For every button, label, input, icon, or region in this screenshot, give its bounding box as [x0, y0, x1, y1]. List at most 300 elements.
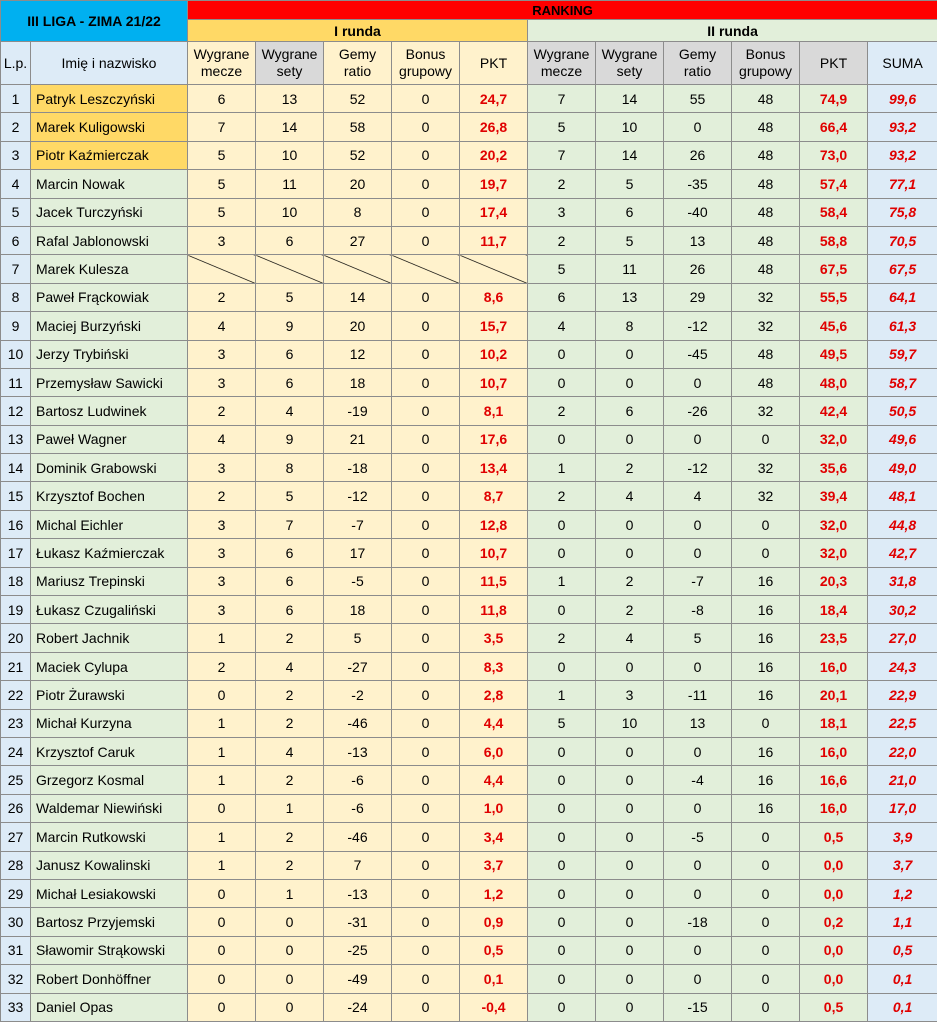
r1-group-bonus: 0 [392, 993, 460, 1021]
r2-wins-sets: 0 [596, 368, 664, 396]
r1-games-ratio: -18 [324, 454, 392, 482]
r2-wins-sets: 4 [596, 624, 664, 652]
r1-pkt: 3,7 [460, 851, 528, 879]
r2-pkt: 57,4 [800, 170, 868, 198]
r2-group-bonus: 0 [732, 965, 800, 993]
r1-pkt: 17,6 [460, 425, 528, 453]
r1-games-ratio: -12 [324, 482, 392, 510]
suma-value: 22,9 [868, 681, 937, 709]
player-name: Bartosz Przyjemski [31, 908, 188, 936]
r1-pkt: -0,4 [460, 993, 528, 1021]
row-lp: 20 [1, 624, 31, 652]
r2-wins-matches: 2 [528, 624, 596, 652]
r1-group-bonus: 0 [392, 226, 460, 254]
suma-value: 93,2 [868, 113, 937, 141]
r1-group-bonus: 0 [392, 624, 460, 652]
r2-games-ratio: 0 [664, 794, 732, 822]
r2-pkt: 74,9 [800, 85, 868, 113]
r2-wins-sets: 0 [596, 766, 664, 794]
r2-wins-matches: 2 [528, 170, 596, 198]
table-row [1, 596, 937, 624]
r2-games-ratio: 55 [664, 85, 732, 113]
r2-games-ratio: 0 [664, 652, 732, 680]
r1-wins-matches: 5 [188, 198, 256, 226]
r2-group-bonus: 16 [732, 766, 800, 794]
r1-wins-sets: 6 [256, 226, 324, 254]
r1-pkt: 11,7 [460, 226, 528, 254]
r2-group-bonus: 32 [732, 397, 800, 425]
col-header-r1-wins-matches: Wygrane mecze [188, 42, 256, 85]
r1-group-bonus: 0 [392, 965, 460, 993]
table-row [1, 255, 937, 283]
row-lp: 26 [1, 794, 31, 822]
r1-wins-matches: 1 [188, 851, 256, 879]
r1-games-ratio: -13 [324, 879, 392, 907]
r1-pkt: 1,0 [460, 794, 528, 822]
r2-wins-matches: 6 [528, 283, 596, 311]
r2-games-ratio: 0 [664, 737, 732, 765]
r1-wins-sets: 13 [256, 85, 324, 113]
suma-value: 77,1 [868, 170, 937, 198]
r1-games-ratio: 21 [324, 425, 392, 453]
r1-wins-matches: 2 [188, 482, 256, 510]
r1-pkt: 10,7 [460, 368, 528, 396]
r1-pkt: 2,8 [460, 681, 528, 709]
r1-games-ratio: -6 [324, 794, 392, 822]
r1-group-bonus: 0 [392, 454, 460, 482]
r1-wins-sets: 10 [256, 141, 324, 169]
player-name: Paweł Wagner [31, 425, 188, 453]
r1-pkt: 19,7 [460, 170, 528, 198]
r2-wins-matches: 1 [528, 567, 596, 595]
r1-wins-matches: 3 [188, 567, 256, 595]
r2-group-bonus: 16 [732, 794, 800, 822]
r1-wins-matches: 1 [188, 709, 256, 737]
r1-pkt: 24,7 [460, 85, 528, 113]
suma-value: 75,8 [868, 198, 937, 226]
r2-games-ratio: 0 [664, 879, 732, 907]
r2-pkt: 45,6 [800, 312, 868, 340]
r1-group-bonus: 0 [392, 737, 460, 765]
r2-pkt: 35,6 [800, 454, 868, 482]
col-header-r1-games-ratio: Gemy ratio [324, 42, 392, 85]
col-header-r2-pkt: PKT [800, 42, 868, 85]
r2-wins-matches: 2 [528, 482, 596, 510]
r1-wins-matches: 3 [188, 454, 256, 482]
r1-games-ratio: -7 [324, 510, 392, 538]
suma-value: 24,3 [868, 652, 937, 680]
row-lp: 21 [1, 652, 31, 680]
r2-wins-sets: 6 [596, 198, 664, 226]
r2-games-ratio: 5 [664, 624, 732, 652]
r1-wins-matches: 0 [188, 908, 256, 936]
table-row [1, 709, 937, 737]
r2-games-ratio: 0 [664, 851, 732, 879]
col-header-r2-group-bonus: Bonus grupowy [732, 42, 800, 85]
r1-group-bonus: 0 [392, 170, 460, 198]
col-header-r2-wins-matches: Wygrane mecze [528, 42, 596, 85]
r2-group-bonus: 16 [732, 624, 800, 652]
table-row [1, 397, 937, 425]
r2-wins-sets: 14 [596, 141, 664, 169]
r1-wins-matches-empty [188, 255, 256, 283]
r1-games-ratio: 58 [324, 113, 392, 141]
table-row [1, 936, 937, 964]
r1-group-bonus: 0 [392, 652, 460, 680]
r1-wins-matches: 1 [188, 823, 256, 851]
r2-group-bonus: 48 [732, 368, 800, 396]
table-row [1, 425, 937, 453]
r2-pkt: 39,4 [800, 482, 868, 510]
r1-wins-sets: 5 [256, 283, 324, 311]
suma-value: 1,2 [868, 879, 937, 907]
r1-group-bonus: 0 [392, 823, 460, 851]
r1-group-bonus: 0 [392, 340, 460, 368]
r2-group-bonus: 0 [732, 993, 800, 1021]
table-row [1, 170, 937, 198]
round-1-header: I runda [188, 20, 528, 42]
player-name: Robert Donhöffner [31, 965, 188, 993]
r1-games-ratio: -2 [324, 681, 392, 709]
r2-wins-sets: 0 [596, 652, 664, 680]
r1-group-bonus: 0 [392, 879, 460, 907]
r2-pkt: 32,0 [800, 425, 868, 453]
r2-games-ratio: 0 [664, 425, 732, 453]
r2-wins-matches: 5 [528, 255, 596, 283]
r1-games-ratio: 27 [324, 226, 392, 254]
r2-wins-matches: 0 [528, 823, 596, 851]
r1-group-bonus: 0 [392, 482, 460, 510]
r2-wins-matches: 0 [528, 879, 596, 907]
r2-wins-sets: 5 [596, 226, 664, 254]
r1-pkt: 8,3 [460, 652, 528, 680]
row-lp: 14 [1, 454, 31, 482]
r2-wins-matches: 0 [528, 851, 596, 879]
round-2-header: II runda [528, 20, 937, 42]
table-row [1, 879, 937, 907]
suma-value: 0,5 [868, 936, 937, 964]
r1-wins-sets: 2 [256, 681, 324, 709]
r2-games-ratio: -4 [664, 766, 732, 794]
r1-wins-sets: 6 [256, 368, 324, 396]
row-lp: 28 [1, 851, 31, 879]
table-row [1, 681, 937, 709]
r1-wins-matches: 4 [188, 312, 256, 340]
row-lp: 24 [1, 737, 31, 765]
r1-wins-matches: 3 [188, 596, 256, 624]
r1-pkt: 17,4 [460, 198, 528, 226]
r2-pkt: 32,0 [800, 539, 868, 567]
r2-pkt: 67,5 [800, 255, 868, 283]
r2-pkt: 0,2 [800, 908, 868, 936]
r1-pkt: 0,5 [460, 936, 528, 964]
table-row [1, 823, 937, 851]
r2-wins-matches: 2 [528, 226, 596, 254]
r1-games-ratio: 52 [324, 85, 392, 113]
r1-wins-matches: 5 [188, 170, 256, 198]
r2-pkt: 42,4 [800, 397, 868, 425]
r1-games-ratio: 20 [324, 312, 392, 340]
r2-group-bonus: 32 [732, 482, 800, 510]
r1-games-ratio: -49 [324, 965, 392, 993]
player-name: Marcin Rutkowski [31, 823, 188, 851]
suma-value: 44,8 [868, 510, 937, 538]
r1-group-bonus: 0 [392, 539, 460, 567]
table-row [1, 113, 937, 141]
player-name: Patryk Leszczyński [31, 85, 188, 113]
suma-value: 49,0 [868, 454, 937, 482]
r2-wins-sets: 0 [596, 879, 664, 907]
r1-games-ratio: 18 [324, 596, 392, 624]
r1-games-ratio: 20 [324, 170, 392, 198]
r2-pkt: 0,0 [800, 879, 868, 907]
r1-wins-sets: 6 [256, 340, 324, 368]
player-name: Waldemar Niewiński [31, 794, 188, 822]
col-header-r2-wins-sets: Wygrane sety [596, 42, 664, 85]
r2-pkt: 16,0 [800, 794, 868, 822]
r1-group-bonus: 0 [392, 283, 460, 311]
r2-wins-sets: 3 [596, 681, 664, 709]
row-lp: 29 [1, 879, 31, 907]
r1-wins-sets: 6 [256, 596, 324, 624]
suma-value: 0,1 [868, 993, 937, 1021]
r2-wins-sets: 0 [596, 908, 664, 936]
r1-wins-sets: 0 [256, 936, 324, 964]
r2-wins-matches: 0 [528, 766, 596, 794]
r1-wins-sets: 6 [256, 567, 324, 595]
player-name: Rafal Jablonowski [31, 226, 188, 254]
r2-games-ratio: -12 [664, 312, 732, 340]
r1-wins-sets: 2 [256, 709, 324, 737]
suma-value: 17,0 [868, 794, 937, 822]
row-lp: 6 [1, 226, 31, 254]
col-header-r1-group-bonus: Bonus grupowy [392, 42, 460, 85]
row-lp: 27 [1, 823, 31, 851]
r1-group-bonus: 0 [392, 113, 460, 141]
table-row [1, 567, 937, 595]
r1-wins-sets: 0 [256, 908, 324, 936]
r2-pkt: 18,4 [800, 596, 868, 624]
player-name: Michał Lesiakowski [31, 879, 188, 907]
r2-pkt: 20,3 [800, 567, 868, 595]
r2-pkt: 0,5 [800, 993, 868, 1021]
r2-wins-sets: 0 [596, 965, 664, 993]
row-lp: 17 [1, 539, 31, 567]
suma-value: 30,2 [868, 596, 937, 624]
suma-value: 99,6 [868, 85, 937, 113]
player-name: Michal Eichler [31, 510, 188, 538]
r1-games-ratio: 8 [324, 198, 392, 226]
r1-wins-matches: 3 [188, 368, 256, 396]
row-lp: 32 [1, 965, 31, 993]
r2-pkt: 16,0 [800, 652, 868, 680]
r1-games-ratio-empty [324, 255, 392, 283]
r1-games-ratio: -19 [324, 397, 392, 425]
row-lp: 11 [1, 368, 31, 396]
suma-value: 58,7 [868, 368, 937, 396]
col-header-suma: SUMA [868, 42, 937, 85]
suma-value: 64,1 [868, 283, 937, 311]
r1-games-ratio: 17 [324, 539, 392, 567]
r1-group-bonus: 0 [392, 141, 460, 169]
r2-group-bonus: 48 [732, 340, 800, 368]
r1-wins-sets: 14 [256, 113, 324, 141]
r1-group-bonus: 0 [392, 510, 460, 538]
player-name: Maciek Cylupa [31, 652, 188, 680]
r2-wins-matches: 5 [528, 113, 596, 141]
r2-pkt: 49,5 [800, 340, 868, 368]
r2-pkt: 16,0 [800, 737, 868, 765]
r1-wins-matches: 0 [188, 794, 256, 822]
r2-wins-matches: 0 [528, 368, 596, 396]
r1-pkt: 4,4 [460, 766, 528, 794]
r1-wins-matches: 2 [188, 283, 256, 311]
r1-wins-matches: 0 [188, 936, 256, 964]
r2-wins-sets: 0 [596, 993, 664, 1021]
r1-pkt: 11,8 [460, 596, 528, 624]
r2-games-ratio: -8 [664, 596, 732, 624]
r2-group-bonus: 0 [732, 709, 800, 737]
row-lp: 7 [1, 255, 31, 283]
r2-wins-matches: 1 [528, 681, 596, 709]
r1-wins-matches: 5 [188, 141, 256, 169]
r2-wins-matches: 0 [528, 936, 596, 964]
table-row [1, 340, 937, 368]
r2-pkt: 0,0 [800, 965, 868, 993]
player-name: Bartosz Ludwinek [31, 397, 188, 425]
r1-wins-sets: 9 [256, 425, 324, 453]
r2-wins-matches: 7 [528, 141, 596, 169]
player-name: Daniel Opas [31, 993, 188, 1021]
r2-group-bonus: 0 [732, 510, 800, 538]
r1-wins-sets: 5 [256, 482, 324, 510]
r2-games-ratio: -35 [664, 170, 732, 198]
suma-value: 48,1 [868, 482, 937, 510]
r2-wins-sets: 6 [596, 397, 664, 425]
r1-games-ratio: -13 [324, 737, 392, 765]
r2-pkt: 16,6 [800, 766, 868, 794]
r2-games-ratio: -12 [664, 454, 732, 482]
r1-pkt: 8,1 [460, 397, 528, 425]
table-row [1, 539, 937, 567]
row-lp: 12 [1, 397, 31, 425]
r1-games-ratio: -24 [324, 993, 392, 1021]
r2-wins-sets: 10 [596, 709, 664, 737]
suma-value: 22,0 [868, 737, 937, 765]
r2-group-bonus: 32 [732, 454, 800, 482]
r2-games-ratio: -26 [664, 397, 732, 425]
r2-group-bonus: 48 [732, 255, 800, 283]
r2-wins-sets: 0 [596, 851, 664, 879]
table-row [1, 283, 937, 311]
r2-pkt: 20,1 [800, 681, 868, 709]
r2-pkt: 0,0 [800, 936, 868, 964]
player-name: Marcin Nowak [31, 170, 188, 198]
r2-wins-matches: 0 [528, 596, 596, 624]
r1-group-bonus: 0 [392, 709, 460, 737]
row-lp: 19 [1, 596, 31, 624]
r1-group-bonus: 0 [392, 312, 460, 340]
suma-value: 0,1 [868, 965, 937, 993]
r1-wins-matches: 6 [188, 85, 256, 113]
r2-group-bonus: 0 [732, 936, 800, 964]
table-row [1, 965, 937, 993]
r1-wins-matches: 0 [188, 681, 256, 709]
r1-wins-sets: 6 [256, 539, 324, 567]
r1-group-bonus: 0 [392, 567, 460, 595]
r1-games-ratio: 52 [324, 141, 392, 169]
r1-group-bonus: 0 [392, 397, 460, 425]
row-lp: 23 [1, 709, 31, 737]
r2-games-ratio: 0 [664, 510, 732, 538]
r1-games-ratio: -46 [324, 823, 392, 851]
r2-games-ratio: -7 [664, 567, 732, 595]
r1-wins-sets: 4 [256, 652, 324, 680]
player-name: Sławomir Strąkowski [31, 936, 188, 964]
player-name: Jerzy Trybiński [31, 340, 188, 368]
table-row [1, 454, 937, 482]
r2-wins-matches: 0 [528, 737, 596, 765]
suma-value: 42,7 [868, 539, 937, 567]
r1-wins-sets: 2 [256, 766, 324, 794]
r2-wins-sets: 0 [596, 425, 664, 453]
player-name: Jacek Turczyński [31, 198, 188, 226]
r2-games-ratio: 0 [664, 368, 732, 396]
player-name: Michał Kurzyna [31, 709, 188, 737]
r2-wins-matches: 0 [528, 539, 596, 567]
suma-value: 22,5 [868, 709, 937, 737]
table-row [1, 794, 937, 822]
r1-pkt: 12,8 [460, 510, 528, 538]
r2-wins-sets: 2 [596, 596, 664, 624]
r1-wins-matches: 4 [188, 425, 256, 453]
r1-wins-sets: 4 [256, 397, 324, 425]
r1-group-bonus: 0 [392, 908, 460, 936]
suma-value: 21,0 [868, 766, 937, 794]
r2-wins-matches: 1 [528, 454, 596, 482]
table-row [1, 226, 937, 254]
player-name: Marek Kulesza [31, 255, 188, 283]
league-title: III LIGA - ZIMA 21/22 [1, 1, 188, 42]
r2-wins-sets: 0 [596, 737, 664, 765]
r1-wins-matches: 7 [188, 113, 256, 141]
r1-wins-matches: 1 [188, 624, 256, 652]
r2-group-bonus: 16 [732, 567, 800, 595]
row-lp: 31 [1, 936, 31, 964]
r2-group-bonus: 48 [732, 198, 800, 226]
r1-wins-sets: 8 [256, 454, 324, 482]
r1-games-ratio: -25 [324, 936, 392, 964]
r1-games-ratio: -46 [324, 709, 392, 737]
r2-wins-matches: 0 [528, 965, 596, 993]
r1-wins-matches: 3 [188, 226, 256, 254]
r1-pkt: 8,7 [460, 482, 528, 510]
player-name: Przemysław Sawicki [31, 368, 188, 396]
table-row [1, 312, 937, 340]
suma-value: 50,5 [868, 397, 937, 425]
r2-group-bonus: 16 [732, 737, 800, 765]
r2-games-ratio: 0 [664, 113, 732, 141]
r2-pkt: 58,4 [800, 198, 868, 226]
r1-wins-matches: 3 [188, 510, 256, 538]
r2-group-bonus: 48 [732, 170, 800, 198]
r1-wins-sets: 11 [256, 170, 324, 198]
table-row [1, 652, 937, 680]
r1-wins-sets: 7 [256, 510, 324, 538]
row-lp: 10 [1, 340, 31, 368]
table-row [1, 510, 937, 538]
row-lp: 25 [1, 766, 31, 794]
